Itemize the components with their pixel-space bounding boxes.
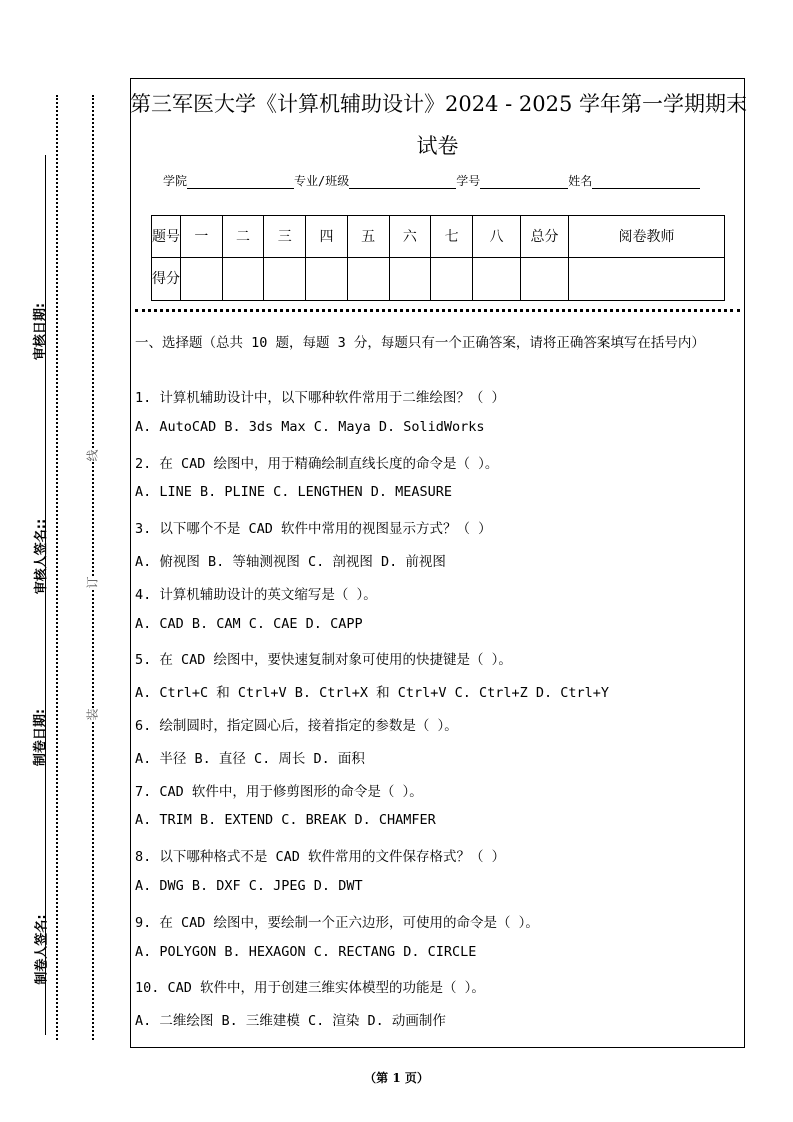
score-cell[interactable] bbox=[389, 258, 431, 301]
student-id-field[interactable] bbox=[480, 174, 568, 189]
student-info bbox=[163, 172, 700, 189]
name-label: 姓名 bbox=[568, 174, 593, 188]
score-cell[interactable] bbox=[306, 258, 348, 301]
score-cell[interactable] bbox=[222, 258, 264, 301]
question-text: 3. 以下哪个不是 CAD 软件中常用的视图显示方式？（ ） bbox=[135, 521, 492, 538]
header-cell: 一 bbox=[181, 216, 223, 258]
score-cell[interactable] bbox=[473, 258, 521, 301]
header-cell: 七 bbox=[431, 216, 473, 258]
signature-line bbox=[45, 155, 46, 1035]
score-table bbox=[151, 215, 725, 301]
question-text: 1. 计算机辅助设计中，以下哪种软件常用于二维绘图？（ ） bbox=[135, 390, 506, 406]
question-text: 10. CAD 软件中，用于创建三维实体模型的功能是（ ）。 bbox=[135, 980, 485, 997]
section-heading: 一、选择题（总共 10 题，每题 3 分，每题只有一个正确答案，请将正确答案填写在括号内） bbox=[135, 335, 705, 351]
question-text: 4. 计算机辅助设计的英文缩写是（ ）。 bbox=[135, 586, 377, 603]
question-text: 7. CAD 软件中，用于修剪图形的命令是（ ）。 bbox=[135, 783, 423, 800]
major-field[interactable] bbox=[349, 174, 456, 189]
question-options: A. TRIM B. EXTEND C. BREAK D. CHAMFER bbox=[135, 812, 436, 829]
binding-mark-ding: 订 bbox=[85, 576, 100, 589]
binding-mark-zhuang: 装 bbox=[85, 708, 100, 721]
header-cell: 总分 bbox=[521, 216, 569, 258]
score-cell[interactable] bbox=[521, 258, 569, 301]
score-cell[interactable] bbox=[347, 258, 389, 301]
question-options: A. 二维绘图 B. 三维建模 C. 渲染 D. 动画制作 bbox=[135, 1013, 446, 1030]
question-options: A. 半径 B. 直径 C. 周长 D. 面积 bbox=[135, 750, 365, 767]
dotted-line-binding bbox=[92, 95, 94, 1040]
question-text: 8. 以下哪种格式不是 CAD 软件常用的文件保存格式？（ ） bbox=[135, 849, 506, 866]
name-field[interactable] bbox=[592, 174, 700, 189]
question-text: 5. 在 CAD 绘图中，要快速复制对象可使用的快捷键是（ ）。 bbox=[135, 652, 512, 669]
maker-date-label: 制卷日期: bbox=[33, 708, 49, 767]
header-cell: 阅卷教师 bbox=[569, 216, 725, 258]
header-cell: 四 bbox=[306, 216, 348, 258]
header-cell: 题号 bbox=[152, 216, 181, 258]
score-cell[interactable] bbox=[569, 258, 725, 301]
header-cell: 八 bbox=[473, 216, 521, 258]
score-cell[interactable] bbox=[431, 258, 473, 301]
question-options: A. LINE B. PLINE C. LENGTHEN D. MEASURE bbox=[135, 484, 452, 501]
binding-mark-xian: 线 bbox=[85, 449, 100, 462]
question-text: 6. 绘制圆时，指定圆心后，接着指定的参数是（ ）。 bbox=[135, 718, 458, 734]
header-cell: 三 bbox=[264, 216, 306, 258]
header-cell: 六 bbox=[389, 216, 431, 258]
question-options: A. CAD B. CAM C. CAE D. CAPP bbox=[135, 615, 363, 632]
header-cell: 二 bbox=[222, 216, 264, 258]
score-row-label: 得分 bbox=[152, 258, 181, 301]
student-id-label: 学号 bbox=[456, 174, 481, 188]
header-cell: 五 bbox=[347, 216, 389, 258]
divider bbox=[135, 309, 740, 312]
question-text: 2. 在 CAD 绘图中，用于精确绘制直线长度的命令是（ ）。 bbox=[135, 455, 499, 472]
college-label: 学院 bbox=[163, 174, 188, 188]
maker-sign-label: 制卷人签名: bbox=[34, 914, 50, 985]
exam-title-line2: 试卷 bbox=[416, 134, 459, 158]
major-label: 专业/班级 bbox=[294, 174, 350, 188]
question-options: A. DWG B. DXF C. JPEG D. DWT bbox=[135, 878, 363, 894]
exam-title: 第三军医大学《计算机辅助设计》2024 - 2025 学年第一学期期末 bbox=[130, 92, 748, 116]
question-options: A. AutoCAD B. 3ds Max C. Maya D. SolidWorks bbox=[135, 418, 485, 435]
question-text: 9. 在 CAD 绘图中，要绘制一个正六边形，可使用的命令是（ ）。 bbox=[135, 914, 539, 931]
question-options: A. 俯视图 B. 等轴测视图 C. 剖视图 D. 前视图 bbox=[135, 554, 446, 570]
college-field[interactable] bbox=[187, 174, 294, 189]
score-cell[interactable] bbox=[264, 258, 306, 301]
dotted-line-outer bbox=[56, 95, 58, 1040]
question-options: A. POLYGON B. HEXAGON C. RECTANG D. CIRCLE bbox=[135, 943, 477, 960]
page-number: （第 1 页） bbox=[364, 1071, 429, 1085]
review-date-label: 审核日期: bbox=[33, 302, 49, 361]
question-options: A. Ctrl+C 和 Ctrl+V B. Ctrl+X 和 Ctrl+V C. Ctrl+Z D. Ctrl+Y bbox=[135, 685, 610, 702]
reviewer-sign-label: 审核人签名:: bbox=[34, 518, 50, 595]
score-cell[interactable] bbox=[181, 258, 223, 301]
